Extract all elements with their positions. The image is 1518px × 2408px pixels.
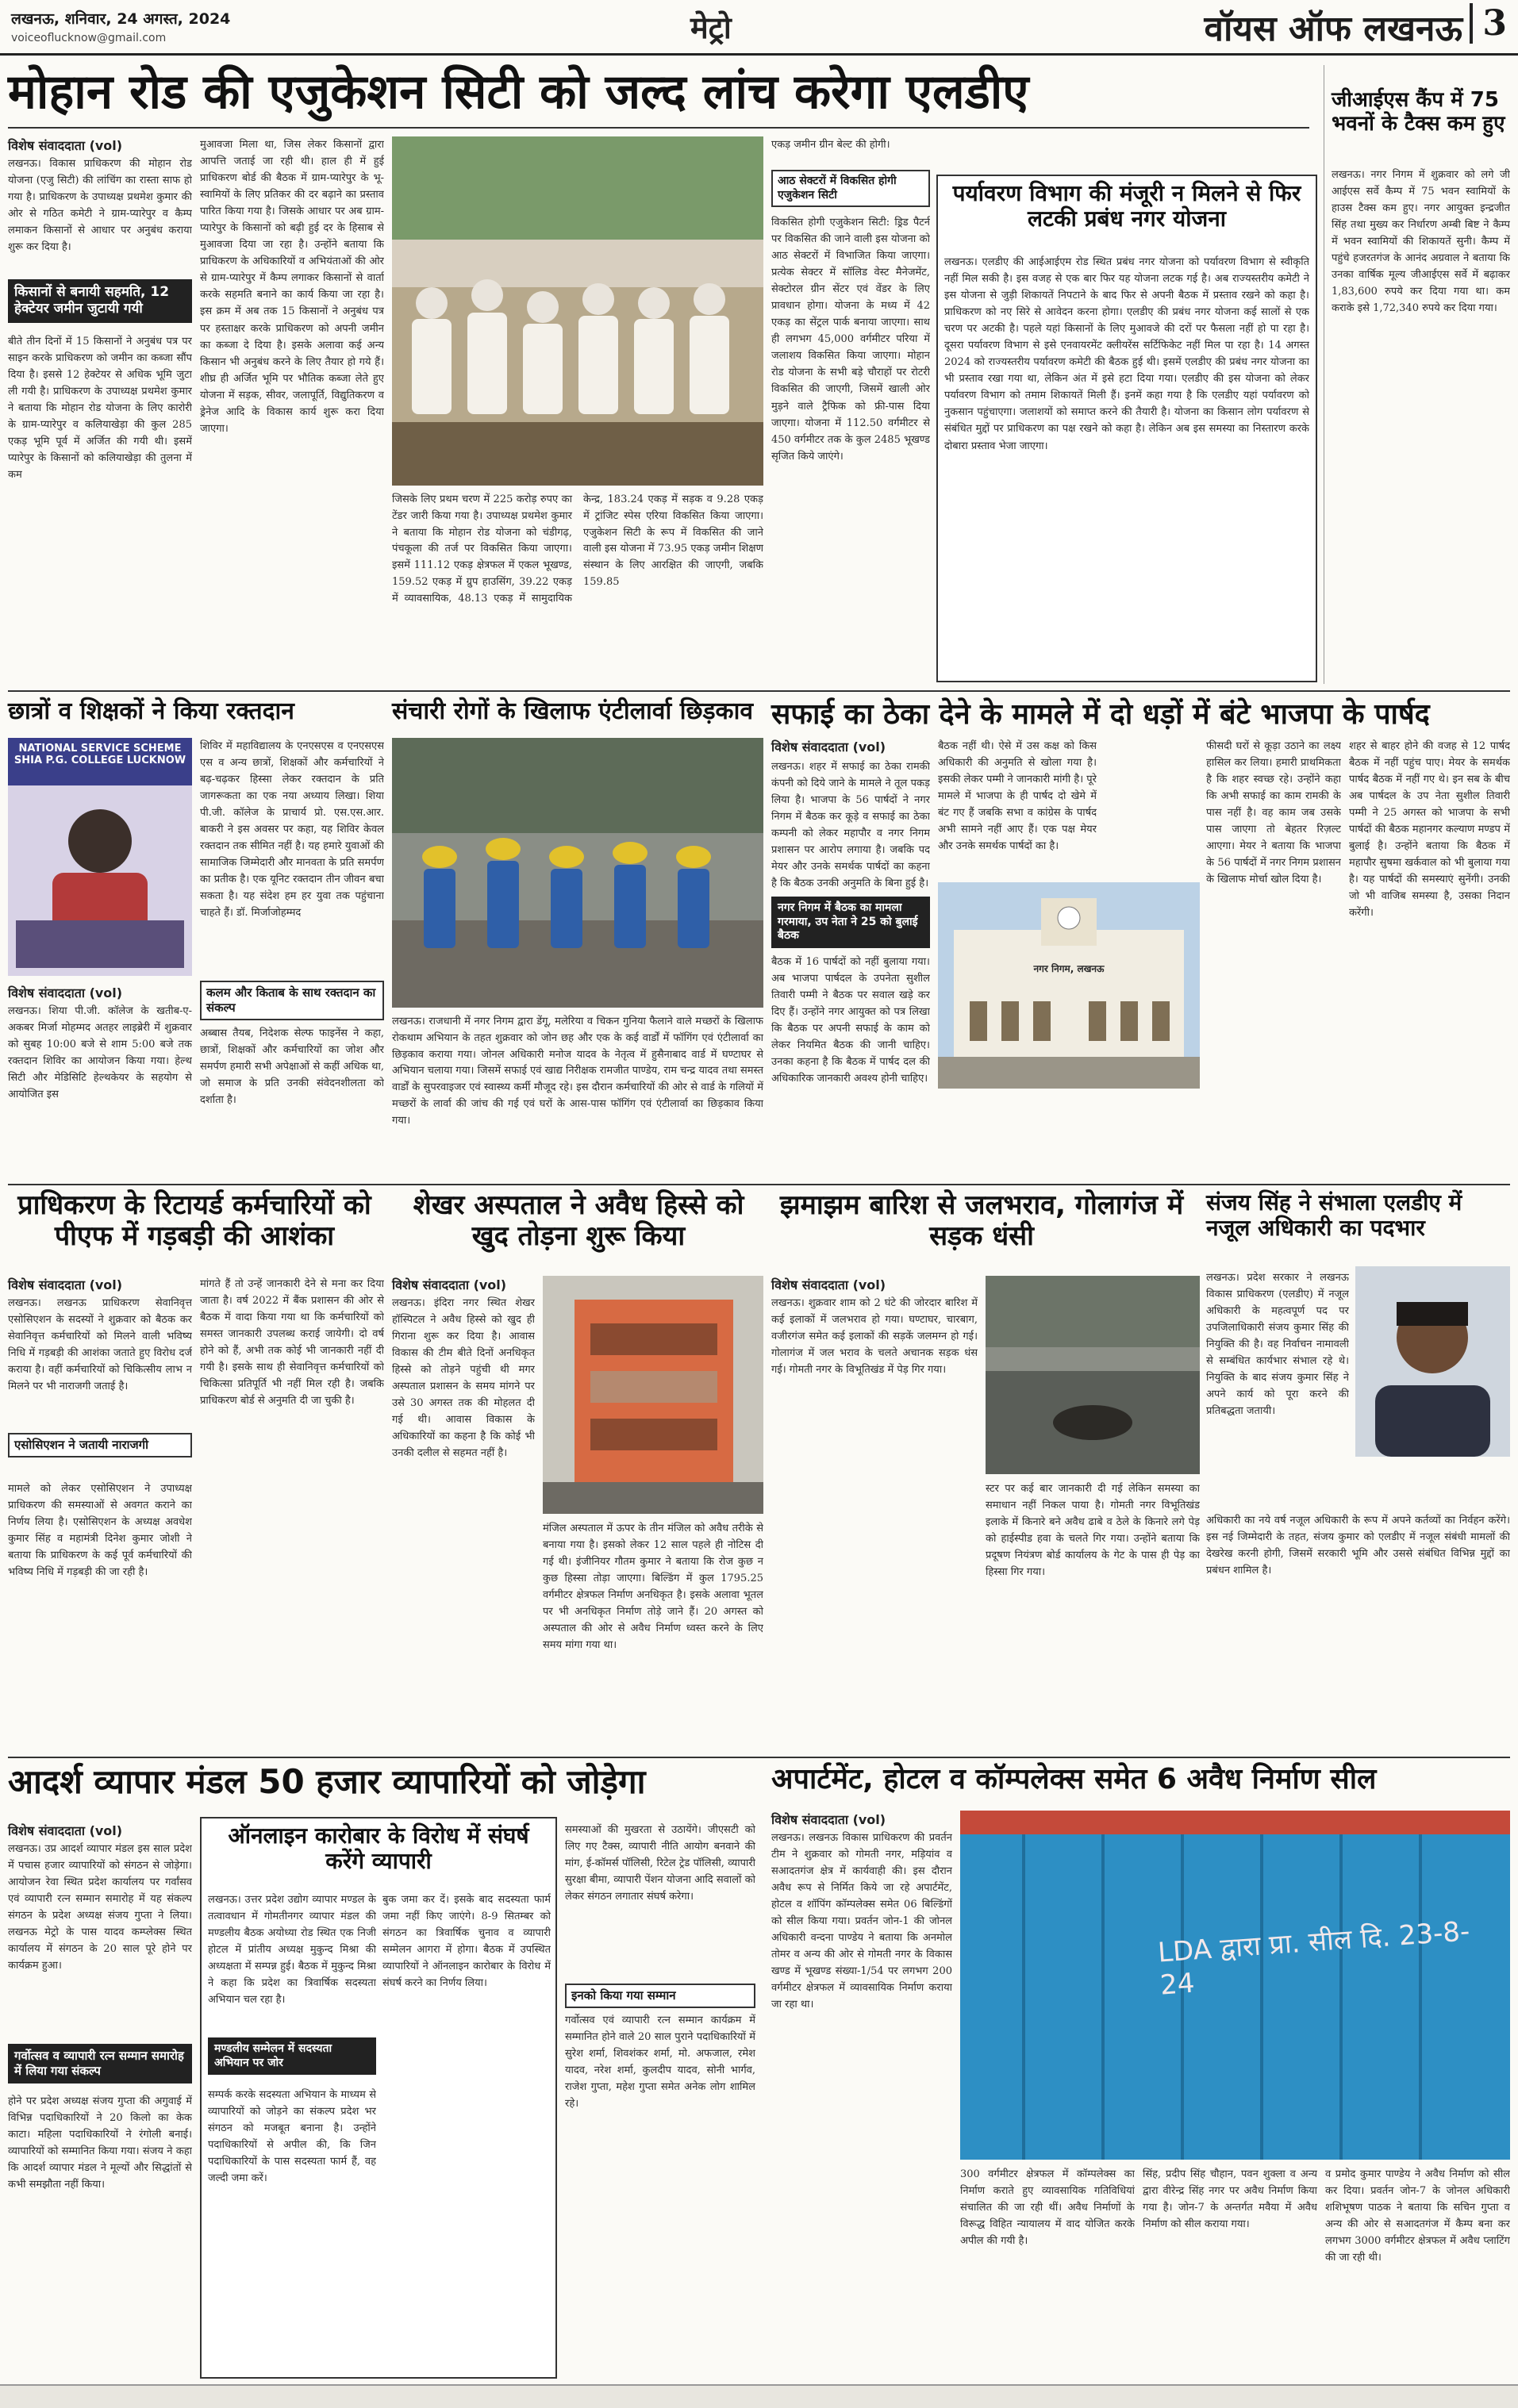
sanjay-headline: संजय सिंह ने संभाला एलडीए में नजूल अधिकारी का पदभार	[1206, 1189, 1462, 1242]
safai-byline: विशेष संवाददाता (vol)	[771, 739, 886, 755]
adarsh-byline: विशेष संवाददाता (vol)	[8, 1823, 123, 1838]
lead-headline: मोहान रोड की एजुकेशन सिटी को जल्द लांच करेगा एलडीए	[8, 64, 1029, 120]
sanchari-caption: लखनऊ। राजधानी में नगर निगम द्वारा डेंगू, मलेरिया व चिकन गुनिया फैलाने वाले मच्छरों के खिलाफ रोकथाम अभियान के तहत शुक्रवार को जोन छह और एक के कई वार्डों में फॉगिंग एवं एंटीलार्वा का छिड़काव कराया गया। जोनल अधिकारी मनोज यादव के नेतृत्व में हुसैनाबाद वार्ड में घण्टाघर से अभियान चलाया गया। जिसमें सफाई एवं खाद्य निरीक्षक रामजीत पाण्डेय, राम चन्द्र यादव तथा समस्त वार्डों के सुपरवाइजर एवं स्वास्थ्य कर्मी मौजूद रहे। इस दौरान कर्मचारियों की ओर से वार्ड के गलियों में मच्छरों के लार्वा की जांच की गई एवं घरों के आस-पास फॉगिंग एवं एंटीलार्वा का छिड़काव किया गया।	[392, 1016, 763, 1127]
blood-photo	[8, 738, 192, 976]
lead-caption: जिसके लिए प्रथम चरण में 225 करोड़ रुपए का टेंडर जारी किया गया है। उपाध्यक्ष प्रथमेश कुमार ने बताया कि मोहान रोड योजना को चंडीगढ़, पंचकूला की तर्ज पर विकसित किया जाएगा। इसमें 111.12 एकड़ क्षेत्रफल में एकल भूखण्ड, 159.52 एकड़ में ग्रुप हाउसिंग, 39.22 एकड़ में व्यावसायिक, 48.13 एकड़ में सामुदायिक केन्द्र, 183.24 एकड़ में सड़क व 9.28 एकड़ में ट्रांजिट स्पेस एरिया विकसित किया जाएगा। एजुकेशन सिटी के रूप में विकसित की जाने वाली इस योजना में 73.95 एकड़ जमीन शिक्षण संस्थान के लिए आरक्षित की जाएगी, जबकि 159.85	[392, 494, 763, 605]
masthead	[0, 0, 1518, 56]
page-footer	[0, 2384, 1518, 2408]
apartment-col2: 300 वर्गमीटर क्षेत्रफल में कॉम्पलेक्स का निर्माण कराते हुए व्यावसायिक गतिविधियां संचालित की जा रही थीं। अवैध निर्माणों के विरूद्ध विहित न्यायालय में वाद योजित करके अपील की गयी है।	[960, 2168, 1135, 2248]
adarsh-col4: समस्याओं की मुखरता से उठायेंगे। जीएसटी को लिए गए टैक्स, व्यापारी नीति आयोग बनवाने की मांग, ई-कॉमर्स पॉलिसी, रिटेल ट्रेड पॉलिसी, व्यापारी सुरक्षा बीमा, व्यापारी पेंशन योजना आदि सवालों को लेकर संगठन लगातार संघर्ष करेगा।	[565, 1824, 755, 1903]
retired-headline: प्राधिकरण के रिटायर्ड कर्मचारियों को पीएफ में गड़बड़ी की आशंका	[17, 1189, 371, 1253]
seal-graffiti: LDA द्वारा प्रा. सील दि. 23-8-24	[1156, 1915, 1471, 2002]
lead-subhead: किसानों से बनायी सहमति, 12 हेक्टेयर जमीन जुटायी गयी	[8, 279, 192, 323]
shekhar-byline: विशेष संवाददाता (vol)	[392, 1277, 507, 1292]
lead-subhead-2: आठ सेक्टरों में विकसित होगी एजुकेशन सिटी	[771, 170, 930, 207]
barish-photo	[986, 1276, 1200, 1474]
safai-col1b: बैठक में 16 पार्षदों को नहीं बुलाया गया। अब भाजपा पार्षदल के उपनेता सुशील तिवारी पम्मी ने बैठक पर सवाल खड़े कर दिए हैं। उन्होंने नगर आयुक्त को पत्र लिखा कि बैठक पर अपनी सफाई के काम को लेकर नियमित बैठक की जानी चाहिए। उनका कहना है कि बैठक में पार्षद दल की अधिकारिक जानकारी अवश्य होनी चाहिए।	[771, 956, 930, 1085]
adarsh-subhead: गर्वोत्सव व व्यापारी रत्न सम्मान समारोह में लिया गया संकल्प	[8, 2044, 192, 2083]
shekhar-col2: मंजिल अस्पताल में ऊपर के तीन मंजिल को अवैध तरीके से बनाया गया है। इसको लेकर 12 साल पहले ही नोटिस दी गई थी। इंजीनियर गौतम कुमार ने बताया कि रोज कुछ न कुछ हिस्सा तोड़ा जाएगा। बिल्डिंग में कुल 1795.25 वर्गमीटर क्षेत्रफल निर्माण अनधिकृत है। इसके अलावा भूतल पर भी अनधिकृत निर्माण तोड़े जाने हैं। 20 अगस्त को अस्पताल की ओर से अवैध निर्माण ध्वस्त करने के लिए समय मांगा गया था।	[543, 1523, 763, 1652]
blood-col2b: अब्बास तैयब, निदेशक सेल्फ फाइनेंस ने कहा, छात्रों, शिक्षकों और कर्मचारियों का जोश और समर्पण हमारी सभी अपेक्षाओं से कहीं अधिक था, जो समाज के प्रति उनकी संवेदनशीलता को दर्शाता है।	[200, 1027, 384, 1107]
building-sign: नगर निगम, लखनऊ	[1033, 963, 1105, 974]
sanchari-headline: संचारी रोगों के खिलाफ एंटीलार्वा छिड़काव	[392, 697, 754, 725]
sanjay-photo	[1355, 1266, 1510, 1457]
online-subhead: मण्डलीय सम्मेलन में सदस्यता अभियान पर जोर	[208, 2037, 376, 2075]
safai-subhead: नगर निगम में बैठक का मामला गरमाया, उप नेता ने 25 को बुलाई बैठक	[771, 897, 930, 948]
masthead-email: voiceoflucknow@gmail.com	[11, 32, 167, 44]
blood-donation-photo	[8, 738, 192, 976]
blood-headline: छात्रों व शिक्षकों ने किया रक्तदान	[8, 697, 294, 725]
barish-col1: लखनऊ। शुक्रवार शाम को 2 घंटे की जोरदार बारिश में कई इलाकों में जलभराव हो गया। घण्टाघर, चारबाग, वजीरगंज समेत कई इलाकों की सड़कें जलमग्न हो गई। गोलागंज में जल भराव के चलते अचानक सड़क धंस गई। गोमती नगर के विभूतिखंड में पेड़ गिर गया।	[771, 1297, 978, 1377]
page-number: 3	[1470, 3, 1507, 44]
safai-photo	[938, 882, 1200, 1089]
divider	[8, 690, 1510, 692]
lead-photo	[392, 136, 763, 486]
retired-byline: विशेष संवाददाता (vol)	[8, 1277, 123, 1292]
blood-subhead: कलम और किताब के साथ रक्तदान का संकल्प	[200, 981, 384, 1020]
safai-col1: लखनऊ। शहर में सफाई का ठेका रामकी कंपनी को दिये जाने के मामले ने तूल पकड़ लिया है। भाजपा के 56 पार्षदों ने नगर निगम में बैठक कर कूड़े व सफाई का ठेका कम्पनी को लेकर महापौर व नगर निगम प्रशासन पर आरोप लगाया है। जबकि पद मेयर और उनके समर्थक पार्षदों का कहना है कि बैठक उनकी अनुमति के बिना हुई है।	[771, 761, 930, 890]
online-col1: लखनऊ। उत्तर प्रदेश उद्योग व्यापार मण्डल के तत्वावधान में गोमतीनगर व्यापार मंडल की मण्डलीय बैठक अयोध्या रोड स्थित एक निजी होटल में प्रांतीय अध्यक्ष मुकुन्द मिश्रा की अध्यक्षता में सम्पन्न हुई। बैठक में मुकुन्द मिश्रा ने कहा कि प्रदेश का त्रिवार्षिक सदस्यता अभियान चल रहा है।	[208, 1894, 376, 2007]
dateline: लखनऊ, शनिवार, 24 अगस्त, 2024	[11, 10, 231, 28]
adarsh-subhead-2: इनको किया गया सम्मान	[565, 1984, 755, 2008]
gis-headline: जीआईएस कैंप में 75 भवनों के टैक्स कम हुए	[1332, 88, 1505, 136]
lead-col1: लखनऊ। विकास प्राधिकरण की मोहान रोड योजना (एजु सिटी) की लांचिंग का रास्ता साफ हो गया है। प्राधिकरण के उपाध्यक्ष प्रथमेश कुमार की ओर से गठित कमेटी ने ग्राम-प्यारेपुर व कैम्प लमाकन किसानों से आधार पर अनुबंध कराया शुरू कर दिया है।	[8, 158, 192, 254]
sanchari-photo	[392, 738, 763, 1008]
section-name: मेट्रो	[690, 10, 732, 45]
safai-col3: फीसदी घरों से कूड़ा उठाने का लक्ष्य हासिल कर लिया। हमारी प्राथमिकता है कि शहर स्वच्छ रहे। उन्होंने कहा कि अभी सफाई का काम रामकी के पास नहीं है। वह काम जब उसके पास जाएगा तो बेहतर रिज़ल्ट आएगा। मेयर ने बताया कि भाजपा के 56 पार्षदों में नगर निगम प्रशासन के खिलाफ मोर्चा खोल दिया है।	[1206, 740, 1341, 886]
waterlogging-photo	[986, 1276, 1200, 1474]
portrait-photo	[1355, 1266, 1510, 1457]
barish-byline: विशेष संवाददाता (vol)	[771, 1277, 886, 1292]
blood-body: लखनऊ। शिया पी.जी. कॉलेज के खतीब-ए-अकबर मिर्जा मोहम्मद अतहर लाइब्रेरी में शुक्रवार को सुबह 10:00 बजे से शाम 5:00 बजे तक रक्तदान शिविर का आयोजन किया गया। हेल्थ सिटी और मेडिसिटि हेल्थकेयर के सहयोग से आयोजित इस	[8, 1005, 192, 1101]
newspaper-brand: वॉयस ऑफ लखनऊ	[1204, 9, 1462, 49]
retired-col2: मांगते हैं तो उन्हें जानकारी देने से मना कर दिया जाता है। वर्ष 2022 में बैंक प्रशासन की ओर से बैठक में वादा किया गया था कि कर्मचारियों को समस्त जानकारी उपलब्ध कराई जायेगी। दो वर्ष होने को हैं, अभी तक कोई भी जानकारी नहीं दी गयी है। इसके साथ ही सेवानिवृत्त कर्मचारियों को चिकित्सा प्रतिपूर्ति भी नहीं मिल रही है। जबकि प्राधिकरण बोर्ड से अनुमति दी जा चुकी है।	[200, 1278, 384, 1408]
online-headline: ऑनलाइन कारोबार के विरोध में संघर्ष करेंगे व्यापारी	[228, 1822, 529, 1875]
sanjay-col2: अधिकारी का नये वर्ष नजूल अधिकारी के रूप में अपने कर्तव्यों का निर्वहन करेंगे। इस नई जिम्मेदारी के तहत, संजय कुमार को एलडीए में नजूल संबंधी मामलों की देखरेख करनी होगी, जिसमें सरकारी भूमि और उससे संबंधित विभिन्न मुद्दों का प्रबंधन शामिल है।	[1206, 1515, 1510, 1577]
safai-col4: शहर से बाहर होने की वजह से 12 पार्षद बैठक में नहीं पहुंच पाए। मेयर के समर्थक पार्षद बैठक में नहीं गए थे। इन सब के बीच अब पार्षदल के उप नेता सुशील तिवारी पम्मी ने 25 अगस्त को भाजपा के सभी पार्षदों की बैठक महानगर कल्याण मण्डप में बुलाई है। उन्होंने बताया कि बैठक में महापौर सुषमा खर्कवाल को भी बुलाया गया है। यह पार्षदों की समस्याएं सुनेंगी। उनकी जो भी वाजिब समस्या है, उसका निदान करेंगी।	[1349, 740, 1510, 920]
adarsh-col1: लखनऊ। उप्र आदर्श व्यापार मंडल इस साल प्रदेश में पचास हजार व्यापारियों को संगठन से जोड़ेगा। आयोजन रेवा स्थित प्रदेश कार्यालय पर गर्वांसव एवं व्यापारी रत्न सम्मान समारोह में यह संकल्प संगठन के प्रदेश अध्यक्ष संजय गुप्ता ने लिया। लखनऊ मेट्रो के पास यादव कम्प्लेक्स स्थित कार्यालय में संगठन के 20 साल पूरे होने पर कार्यक्रम हुआ।	[8, 1843, 192, 1972]
apartment-col4: व प्रमोद कुमार पाण्डेय ने अवैध निर्माण को सील कर दिया। प्रवर्तन जोन-7 के जोनल अधिकारी शशिभूषण पाठक ने बताया कि सचिन गुप्ता व अन्य की ओर से सआदतगंज में कैम्प बना कर लगभग 3000 वर्गमीटर क्षेत्रफल में अवैध प्लाटिंग की जा रही थी।	[1325, 2168, 1510, 2264]
apartment-col1: लखनऊ। लखनऊ विकास प्राधिकरण की प्रवर्तन टीम ने शुक्रवार को गोमती नगर, मड़ियांव व सआदतगंज क्षेत्र में कार्यवाही की। इस दौरान अवैध रूप से निर्मित किये जा रहे अपार्टमेंट, होटल व शॉपिंग कॉम्पलेक्स समेत 06 बिल्डिंगों को सील किया गया। प्रवर्तन जोन-1 की जोनल अधिकारी वन्दना पाण्डेय ने बताया कि अनमोल तोमर व अन्य की ओर से गोमती नगर के विकास खण्ड में भूखण्ड संख्या-1/54 पर लगभग 200 वर्गमीटर क्षेत्रफल में व्यावसायिक निर्माण कराया जा रहा था।	[771, 1832, 952, 2011]
online-col1b: सम्पर्क करके सदस्यता अभियान के माध्यम से व्यापारियों को जोड़ने का संकल्प प्रदेश भर संगठन को मजबूत बनाना है। उन्होंने पदाधिकारियों से अपील की, कि जिन पदाधिकारियों के पास सदस्यता फार्म हैं, वह जल्दी जमा करें।	[208, 2089, 376, 2185]
apartment-byline: विशेष संवाददाता (vol)	[771, 1812, 886, 1827]
divider	[8, 1184, 1510, 1185]
municipal-building-photo	[938, 882, 1200, 1089]
shekhar-headline: शेखर अस्पताल ने अवैध हिस्से को खुद तोड़ना शुरू किया	[413, 1189, 744, 1253]
sanjay-body: लखनऊ। प्रदेश सरकार ने लखनऊ विकास प्राधिकरण (एलडीए) में नजूल अधिकारी के महत्वपूर्ण पद पर उपजिलाधिकारी संजय कुमार सिंह की नियुक्ति की है। वह निर्वाचन नामावली से सम्बंधित कार्यभार संभाल रहे थे। नियुक्ति के बाद संजय कुमार सिंह ने अपने कार्य को पूरा करने की प्रतिबद्धता जतायी।	[1206, 1272, 1349, 1418]
adarsh-headline: आदर्श व्यापार मंडल 50 हजार व्यापारियों को जोड़ेगा	[8, 1762, 646, 1801]
apartment-col3: सिंह, प्रदीप सिंह चौहान, पवन शुक्ला व अन्य द्वारा वीरेन्द्र सिंह नगर पर अवैध निर्माण किया गया है। जोन-7 के अन्तर्गत मवैया में अवैध निर्माण को सील कराया गया।	[1143, 2168, 1317, 2231]
banner-text: NATIONAL SERVICE SCHEME SHIA P.G. COLLEGE LUCKNOW	[13, 743, 186, 766]
retired-col1: लखनऊ। लखनऊ प्राधिकरण सेवानिवृत्त एसोसिएशन के सदस्यों ने शुक्रवार को बैठक कर सेवानिवृत्त कर्मचारियों को मिलने वाली भविष्य निधि में गड़बड़ी की आशंका जताते हुए विरोध दर्ज कराया है। वहीं कर्मचारियों को चिकित्सीय लाभ न मिलने पर भी नाराजगी जताई है।	[8, 1297, 192, 1393]
gis-body: लखनऊ। नगर निगम में शुक्रवार को लगे जी आईएस सर्वे कैम्प में 75 भवन स्वामियों के हाउस टैक्स कम हुए। नगर आयुक्त इन्द्रजीत सिंह तथा मुख्य कर निर्धारण अम्बी बिष्ट ने कैम्प में भवन स्वामियों की शिकायतें सुनी। कैम्प में पहुंचे हजरतगंज के आनंद अग्रवाल ने बताया कि उनका वार्षिक मूल्य जीआईएस सर्वे में बढ़ाकर 1,83,600 रुपये कर दिया गया था। कम कराके इसे 1,72,340 रुपये कर दिया गया।	[1332, 169, 1510, 315]
env-body: लखनऊ। एलडीए की आईआईएम रोड स्थित प्रबंध नगर योजना को पर्यावरण विभाग से स्वीकृति नहीं मिल सकी है। इस वजह से एक बार फिर यह योजना लटक गई है। अब राज्यस्तरीय कमेटी ने इस योजना से जुड़ी शिकायतें निपटाने के बाद फिर से अपनी बैठक में प्रस्ताव रखने को कहा है। प्राधिकरण को नए सिरे से आवेदन करना होगा। एलडीए की प्रबंध नगर योजना कई सालों से एक चरण पर अटकी है। पहले यहां किसानों के लिए मुआवजे की दरों पर फैसला नहीं हो पा रहा है। दूसरा पर्यावरण विभाग से इसे एनवायरमेंट क्लीयरेंस सर्टिफिकेट नहीं मिल पा रहा है। 14 अगस्त 2024 को राज्यस्तरीय पर्यावरण कमेटी की बैठक हुई थी। इसमें एलडीए की प्रबंध नगर योजना का भी प्रस्ताव रखा गया था, लेकिन अंत में इसे हटा दिया गया। एलडीए की इस योजना को लेकर पर्यावरण विभाग को तमाम शिकायतें मिली हैं। इनमें कहा गया है कि एलडीए यहां पर्यावरण को नुकसान पहुंचाएगा। जलाशयों को समाप्त करने की तैयारी है। योजना का किसान लोग पर्यावरण से संबंधित मुद्दों पर प्राधिकरण का पक्ष रखने को कहा है। लेकिन अब इस समस्या का निस्तारण करके दोबारा प्रस्ताव भेजा जाएगा।	[944, 256, 1309, 452]
retired-subhead: एसोसिएशन ने जतायी नाराजगी	[8, 1433, 192, 1457]
divider	[8, 127, 1309, 129]
fogging-photo	[392, 738, 763, 1008]
apartment-headline: अपार्टमेंट, होटल व कॉम्पलेक्स समेत 6 अवैध निर्माण सील	[771, 1763, 1377, 1795]
apartment-photo	[960, 1811, 1510, 2160]
online-col2: बुक जमा कर दें। इसके बाद सदस्यता फार्म जमा नहीं किए जाएंगे। 8-9 सितम्बर को संगठन का त्रिवार्षिक चुनाव व व्यापारी सम्मेलन आगरा में होगा। बैठक में उपस्थित व्यापारियों ने ऑनलाइन कारोबार के विरोध में संघर्ष करने का निर्णय लिया।	[382, 1894, 551, 1990]
shekhar-photo	[543, 1276, 763, 1514]
barish-col2: स्टर पर कई बार जानकारी दी गई लेकिन समस्या का समाधान नहीं निकल पाया है। गोमती नगर विभूतिखंड इलाके में किनारे बने अवैध ढाबे व ठेले के किनारे लगे पेड़ को हाईस्पीड हवा के चलते गिर गया। उन्होंने बताया कि प्रदूषण नियंत्रण बोर्ड कार्यालय के गेट के पास ही पेड़ का हिस्सा गिर गया।	[986, 1483, 1200, 1579]
retired-col1b: मामले को लेकर एसोसिएशन ने उपाध्यक्ष प्राधिकरण की समस्याओं से अवगत कराने का निर्णय लिया है। एसोसिएशन के अध्यक्ष अवधेश कुमार सिंह व महामंत्री दिनेश कुमार जोशी ने बताया कि प्राधिकरण के कई पूर्व कर्मचारियों की भविष्य निधि में गड़बड़ी की जा रही है।	[8, 1483, 192, 1579]
env-headline: पर्यावरण विभाग की मंजूरी न मिलने से फिर लटकी प्रबंध नगर योजना	[952, 180, 1301, 232]
blood-col2: शिविर में महाविद्यालय के एनएसएस व एनएसएस एस व अन्य छात्रों, शिक्षकों और कर्मचारियों ने बढ़-चढ़कर हिस्सा लेकर रक्तदान के प्रति जागरूकता का एक नया अध्याय लिखा। शिया पी.जी. कॉलेज के प्राचार्य प्रो. एस.एस.आर. बाकरी ने इस अवसर पर कहा, यह शिविर केवल रक्तदान तक सीमित नहीं है। यह हमारे युवाओं की सामाजिक जिम्मेदारी और मानवता के प्रति समर्पण का प्रतीक है। एक यूनिट रक्तदान तीन जीवन बचा सकता है। यह संदेश हम हर युवा तक पहुंचाना चाहते हैं। डॉ. मिर्जाजोहम्मद	[200, 740, 384, 920]
adarsh-col1b: होने पर प्रदेश अध्यक्ष संजय गुप्ता की अगुवाई में विभिन्न पदाधिकारियों ने 20 किलो का केक काटा। महिला पदाधिकारियों ने रंगोली बनाई। व्यापारियों को सम्मानित किया गया। संजय ने कहा कि आदर्श व्यापार मंडल ने मूल्यों और सिद्धांतों से कभी समझौता नहीं किया।	[8, 2095, 192, 2191]
blood-byline: विशेष संवाददाता (vol)	[8, 985, 123, 1000]
lead-col4b: विकसित होगी एजुकेशन सिटी: ड्रिड पैटर्न पर विकसित की जाने वाली इस योजना को आठ सेक्टरों में विभाजित किया जाएगा। प्रत्येक सेक्टर में सॉलिड वेस्ट मैनेजमेंट, सेक्टोरल ग्रीन सेंटर एवं वेंडर के लिए प्रावधान होगा। योजना के मध्य में 42 एकड़ का सेंट्रल पार्क बनाया जाएगा। साथ ही लगभग 45,000 वर्गमीटर परिया में जलाशय विकसित किया जाएगा। मोहान रोड योजना के सभी बड़े चौराहों पर रोटरी विकसित की जाएगी, जिसमें खाली ओर मुड़ने वाले ट्रैफिक को फ्री-पास दिया जाएगा। योजना में 112.50 वर्गमीटर से 450 वर्गमीटर तक के कुल 2485 भूखण्ड सृजित किये जाएंगे।	[771, 217, 930, 463]
meeting-photo	[392, 136, 763, 486]
divider	[8, 1757, 1510, 1758]
hospital-demolition-photo	[543, 1276, 763, 1514]
safai-headline: सफाई का ठेका देने के मामले में दो धड़ों में बंटे भाजपा के पार्षद	[771, 698, 1430, 731]
lead-col4: एकड़ जमीन ग्रीन बेल्ट की होगी।	[771, 139, 890, 151]
lead-byline: विशेष संवाददाता (vol)	[8, 138, 123, 153]
shekhar-col1: लखनऊ। इंदिरा नगर स्थित शेखर हॉस्पिटल ने अवैध हिस्से को खुद ही गिराना शुरू कर दिया है। आवास विकास की टीम बीते दिनों अनधिकृत हिस्से को तोड़ने पहुंची थी मगर अस्पताल प्रशासन के समय मांगने पर उसे 30 अगस्त तक की मोहलत दी गई थी। आवास विकास के अधिकारियों का कहना है कि कोई भी उनकी दलील से सहमत नहीं है।	[392, 1297, 535, 1460]
safai-col2: बैठक नहीं थी। ऐसे में उस कक्ष को किस अधिकारी की अनुमति से खोला गया है। इसकी लेकर पम्मी ने जानकारी मांगी है। पूरे मामले में भाजपा के ही पार्षद दो खेमे में बंट गए हैं जबकि सभा व कांग्रेस के पार्षद अभी सामने नहीं आए हैं। एक पक्ष मेयर और उनके समर्थक पार्षदों का है।	[938, 740, 1097, 853]
barish-headline: झमाझम बारिश से जलभराव, गोलागंज में सड़क धंसी	[779, 1189, 1184, 1253]
adarsh-col4b: गर्वोत्सव एवं व्यापारी रत्न सम्मान कार्यक्रम में सम्मानित होने वाले 20 साल पुराने पदाधिकारियों में सुरेश शर्मा, शिवशंकर शर्मा, मो. अफजाल, रमेश यादव, नरेश शर्मा, कुलदीप यादव, सोनी भार्गव, राजेश गुप्ता, महेश गुप्ता समेत अनेक लोग शामिल रहे।	[565, 2014, 755, 2110]
lead-col1b: बीते तीन दिनों में 15 किसानों ने अनुबंध पत्र पर साइन करके प्राधिकरण को जमीन का कब्जा सौंप दिया है। इससे 12 हेक्टेयर से अधिक भूमि जुटा ली गयी है। प्राधिकरण के उपाध्यक्ष प्रथमेश कुमार ने बताया कि मोहान रोड योजना के लिए कारोरी के ग्राम-प्यारेपुर व कलियाखेड़ा की कुल 285 एकड़ भूमि पूर्व में अर्जित की गयी थी। इसमें प्यारेपुर के किसानों को कलियाखेड़ा की तुलना में कम	[8, 336, 192, 482]
lead-col2: मुआवजा मिला था, जिस लेकर किसानों द्वारा आपत्ति जताई जा रही थी। हाल ही में हुई प्राधिकरण बोर्ड की बैठक में ग्राम-प्यारेपुर के भू-स्वामियों के लिए प्रतिकर की दर बढ़ाने का प्रस्ताव पारित किया गया है। जिसके आधार पर अब ग्राम-प्यारेपुर के किसानों को बढ़ी हुई दर के हिसाब से मुआवजा दिया जा रहा है। उन्होंने बताया कि प्राधिकरण के अधिकारियों व अभियंताओं की ओर से ग्राम-प्यारेपुर में कैम्प लगाकर किसानों से वार्ता करके सहमति बनाने का कार्य किया जा रहा है। इस क्रम में अब तक 15 किसानों ने अनुबंध पत्र पर हस्ताक्षर करके प्राधिकरण को अपनी जमीन का कब्जा दे दिया है। इसके अलावा कई अन्य किसान भी अनुबंध करने के लिए तैयार हो गये हैं। शीघ्र ही अर्जित भूमि पर भौतिक कब्जा लेते हुए योजना में सड़क, सीवर, जलापूर्ति, विद्युतिकरण व ड्रेनेज आदि के विकास कार्य शुरू करा दिया जाएगा।	[200, 139, 384, 435]
